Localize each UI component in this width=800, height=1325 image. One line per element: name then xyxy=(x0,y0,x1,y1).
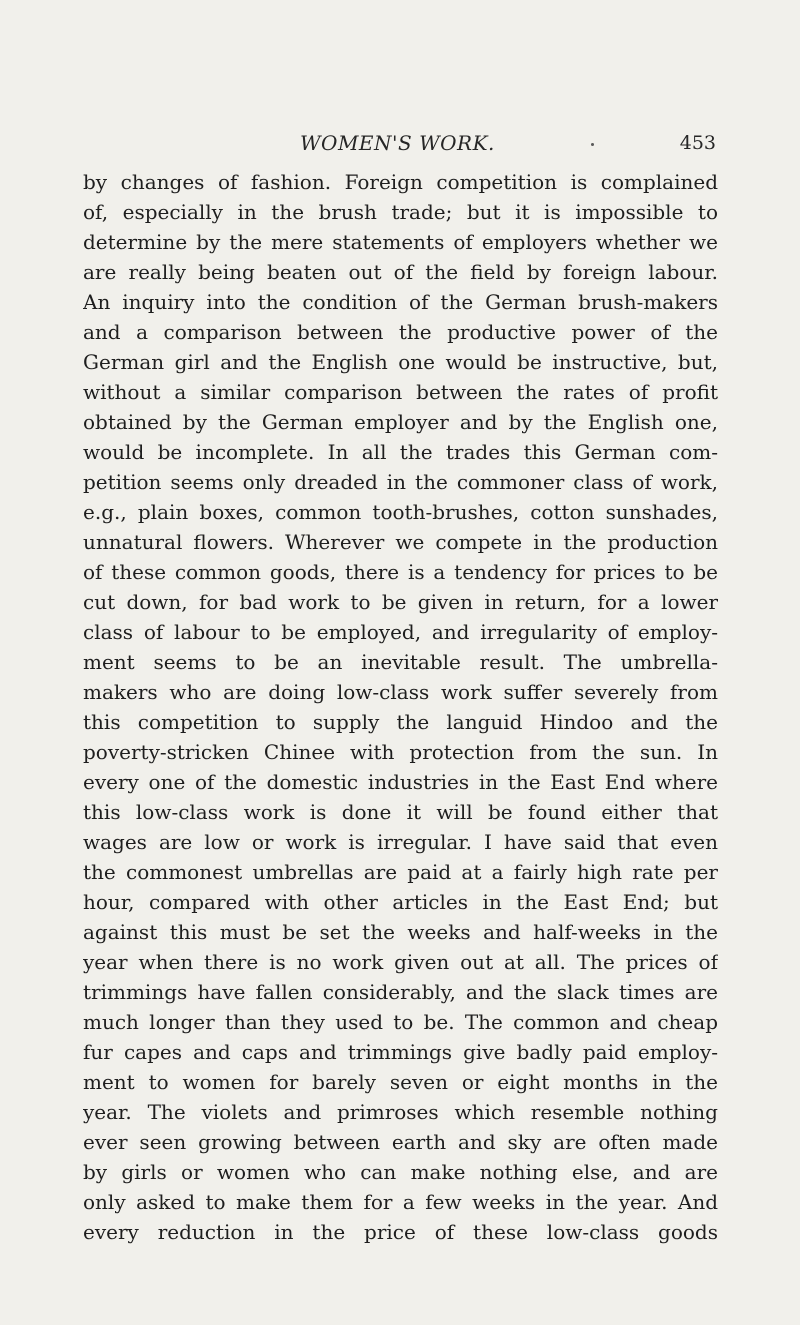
text-line: An inquiry into the condition of the German brush-makers xyxy=(83,290,718,314)
running-head: WOMEN'S WORK. xyxy=(300,131,495,155)
text-line: only asked to make them for a few weeks in the year. And xyxy=(83,1190,718,1214)
text-line: year. The violets and primroses which resemble nothing xyxy=(83,1100,718,1124)
text-line: poverty-stricken Chinee with protection from the sun. In xyxy=(83,740,718,764)
text-line: would be incomplete. In all the trades this German com- xyxy=(83,440,718,464)
text-line: of these common goods, there is a tendency for prices to be xyxy=(83,560,718,584)
text-line: ment to women for barely seven or eight months in the xyxy=(83,1070,718,1094)
text-line: of, especially in the brush trade; but it is impossible to xyxy=(83,200,718,224)
text-line: petition seems only dreaded in the commoner class of work, xyxy=(83,470,718,494)
text-line: every one of the domestic industries in the East End where xyxy=(83,770,718,794)
text-line: ment seems to be an inevitable result. The umbrella- xyxy=(83,650,718,674)
text-line: German girl and the English one would be instructive, but, xyxy=(83,350,718,374)
text-line: this low-class work is done it will be found either that xyxy=(83,800,718,824)
text-line: cut down, for bad work to be given in return, for a lower xyxy=(83,590,718,614)
text-line: the commonest umbrellas are paid at a fairly high rate per xyxy=(83,860,718,884)
text-line: trimmings have fallen considerably, and the slack times are xyxy=(83,980,718,1004)
text-line: year when there is no work given out at all. The prices of xyxy=(83,950,718,974)
text-line: this competition to supply the languid Hindoo and the xyxy=(83,710,718,734)
text-line: wages are low or work is irregular. I have said that even xyxy=(83,830,718,854)
text-line: against this must be set the weeks and half-weeks in the xyxy=(83,920,718,944)
page-number: 453 xyxy=(679,132,716,154)
text-line: are really being beaten out of the field by foreign labour. xyxy=(83,260,718,284)
text-line: makers who are doing low-class work suffer severely from xyxy=(83,680,718,704)
text-line: every reduction in the price of these low-class goods xyxy=(83,1220,718,1244)
text-line: determine by the mere statements of employers whether we xyxy=(83,230,718,254)
text-line: and a comparison between the productive power of the xyxy=(83,320,718,344)
text-line: by girls or women who can make nothing else, and are xyxy=(83,1160,718,1184)
header-dot xyxy=(591,143,594,146)
body-text xyxy=(83,167,718,1247)
text-line: fur capes and caps and trimmings give badly paid employ- xyxy=(83,1040,718,1064)
text-line: hour, compared with other articles in the East End; but xyxy=(83,890,718,914)
text-line: ever seen growing between earth and sky are often made xyxy=(83,1130,718,1154)
text-line: e.g., plain boxes, common tooth-brushes, cotton sunshades, xyxy=(83,500,718,524)
text-line: without a similar comparison between the rates of profit xyxy=(83,380,718,404)
text-line: class of labour to be employed, and irregularity of employ- xyxy=(83,620,718,644)
text-line: by changes of fashion. Foreign competition is complained xyxy=(83,170,718,194)
page-header xyxy=(83,131,716,159)
text-line: obtained by the German employer and by the English one, xyxy=(83,410,718,434)
text-line: unnatural flowers. Wherever we compete in the production xyxy=(83,530,718,554)
text-line: much longer than they used to be. The common and cheap xyxy=(83,1010,718,1034)
